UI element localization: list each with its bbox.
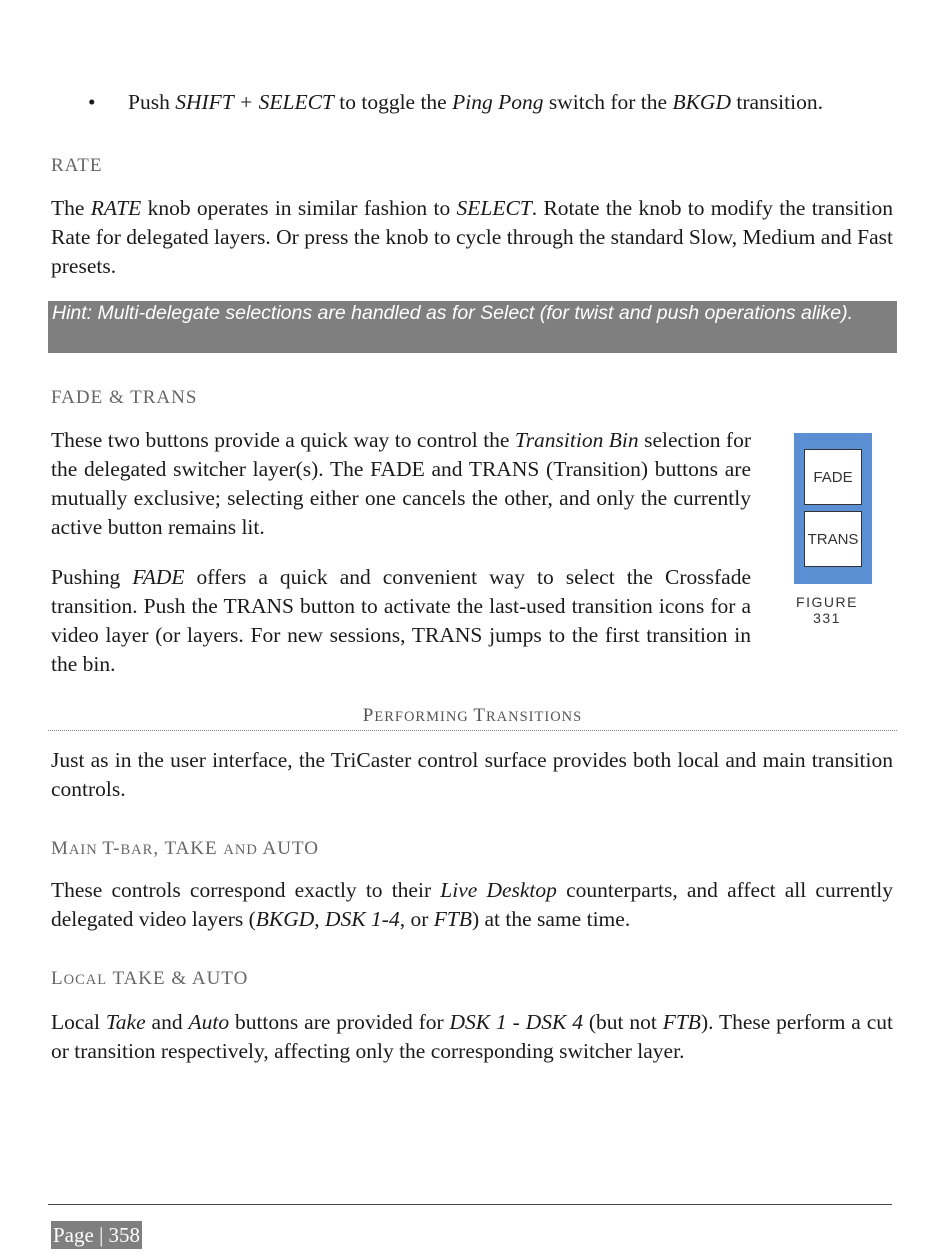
section-rule xyxy=(48,730,897,731)
footer-rule xyxy=(48,1204,892,1205)
section-intro: Just as in the user interface, the TriCaster control surface provides both local and main transition controls. xyxy=(51,748,893,801)
rate-heading: RATE xyxy=(51,155,103,176)
fade-trans-paragraph-1: These two buttons provide a quick way to control the Transition Bin selection for the delegated switcher layer(s). The FADE and TRANS (Transition) buttons are mutually exclusive; selecting either one cancels the other, and only the currently active button remains lit. xyxy=(51,428,751,539)
fade-trans-paragraph-2: Pushing FADE offers a quick and convenient way to select the Crossfade transition. Push the TRANS button to activate the last-used transition icons for a video layer (or layers. For new sessions, TRANS jumps to the first transition in the bin. xyxy=(51,565,751,676)
figure-fade-trans-panel xyxy=(794,433,872,584)
page-number: Page | 358 xyxy=(53,1223,141,1247)
figure-caption: FIGURE 331 xyxy=(796,594,858,626)
local-take-paragraph: Local Take and Auto buttons are provided for DSK 1 - DSK 4 (but not FTB). These perform a cut or transition respectively, affecting only the corresponding switcher layer. xyxy=(51,1010,893,1063)
trans-button-illustration: TRANS xyxy=(804,511,862,567)
main-tbar-paragraph: These controls correspond exactly to their Live Desktop counterparts, and affect all currently delegated video layers (BKGD, DSK 1-4, or FTB) at the same time. xyxy=(51,878,894,931)
fade-button-illustration: FADE xyxy=(804,449,862,505)
section-title: PERFORMING TRANSITIONS xyxy=(362,705,583,726)
main-tbar-heading: MAIN T-BAR, TAKE AND AUTO xyxy=(51,838,319,859)
bullet-dot: • xyxy=(88,90,96,114)
hint-box: Hint: Multi-delegate selections are handled as for Select (for twist and push operations alike). xyxy=(48,301,897,353)
bullet-item: • Push SHIFT + SELECT to toggle the Ping Pong switch for the BKGD transition. xyxy=(88,88,908,117)
fade-trans-heading: FADE & TRANS xyxy=(51,387,198,408)
rate-paragraph: The RATE knob operates in similar fashion to SELECT. Rotate the knob to modify the transition Rate for delegated layers. Or press the knob to cycle through the standard Slow, Medium and Fast presets. xyxy=(51,196,893,278)
local-take-heading: LOCAL TAKE & AUTO xyxy=(51,968,249,989)
